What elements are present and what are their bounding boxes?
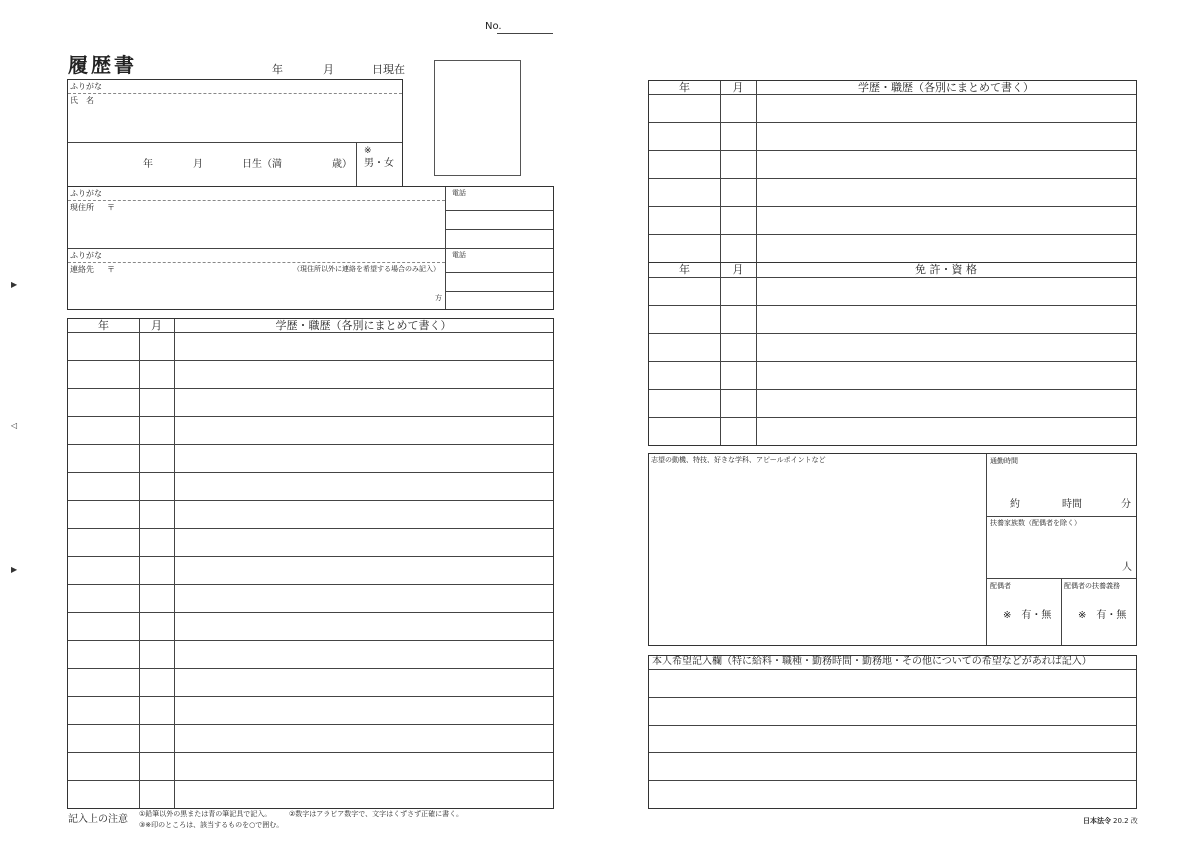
birth-day-label: 日生（満 [242,159,282,170]
motivation-label: 志望の動機、特技、好きな学科、アピールポイントなど [651,456,826,464]
date-year-label: 年 [272,63,283,76]
contact-phone-label: 電話 [452,251,466,259]
history-right-col-month: 月 [732,81,744,94]
commute-hours-label: 時間 [1062,499,1082,510]
licenses-row-line [649,417,1136,418]
licenses-header-divider [649,277,1136,278]
wishes-box [648,655,1137,809]
number-label: No. [485,21,502,32]
number-underline [497,33,553,34]
spouse-value[interactable]: ※ 有・無 [1003,610,1052,621]
binding-mark-top: ▶ [11,280,18,289]
licenses-col-month: 月 [732,263,744,276]
note-2: ②数字はアラビア数字で、文字はくずさず正確に書く。 [289,810,463,818]
address-contact-divider [68,248,553,249]
commute-divider [987,516,1136,517]
personal-info-box [67,79,403,187]
history-left-row-line [68,472,553,473]
licenses-table [648,262,1137,446]
note-1: ①鉛筆以外の黒または青の筆記具で記入。 [139,810,272,818]
licenses-row-line [649,361,1136,362]
history-left-row-line [68,556,553,557]
current-address-label: 現住所 [70,203,94,212]
publisher-brand: 日本法令 [1083,817,1111,825]
photo-box[interactable] [434,60,521,176]
date-as-of-label: 日現在 [372,63,405,76]
birth-year-label: 年 [143,159,153,170]
spouse-label: 配偶者 [990,582,1011,590]
commute-minutes-label: 分 [1121,499,1131,510]
gender-divider [356,142,357,186]
wishes-row-line [649,752,1136,753]
contact-note: （現住所以外に連絡を希望する場合のみ記入） [293,265,440,273]
furigana-divider [68,93,402,94]
birth-month-label: 月 [193,159,203,170]
history-right-col-year: 年 [679,81,690,94]
name-divider [68,142,402,143]
wishes-label: 本人希望記入欄（特に給料・職種・勤務時間・勤務地・その他についての希望などがあれば記入） [652,656,1092,667]
note-3: ③※印のところは、該当するものを○で囲む。 [139,821,284,829]
phone-label: 電話 [452,189,466,197]
postal-mark: 〒 [107,203,115,212]
history-table-right [648,80,1137,263]
age-suffix-label: 歳） [332,159,352,170]
address-furigana-label: ふりがな [70,189,102,198]
licenses-col-desc: 免 許・資 格 [915,263,977,276]
gender-label[interactable]: 男・女 [364,158,394,169]
history-left-row-line [68,696,553,697]
binding-mark-middle: ◁ [11,421,18,430]
binding-mark-bottom: ▶ [11,565,18,574]
contact-furigana-label: ふりがな [70,251,102,260]
contact-address-label: 連絡先 [70,265,94,274]
history-left-row-line [68,500,553,501]
phone-line-1 [446,210,553,211]
motivation-side-divider [986,454,987,645]
spouse-support-value[interactable]: ※ 有・無 [1078,610,1127,621]
history-left-row-line [68,640,553,641]
history-left-month-divider [174,319,175,808]
history-left-row-line [68,444,553,445]
licenses-row-line [649,333,1136,334]
history-left-col-desc: 学歴・職歴（各別にまとめて書く） [275,319,452,332]
history-left-row-line [68,528,553,529]
contact-phone-line-1 [446,272,553,273]
history-left-row-line [68,584,553,585]
name-label: 氏 名 [70,96,94,105]
history-left-row-line [68,388,553,389]
history-left-col-year: 年 [98,319,109,332]
history-right-row-line [649,122,1136,123]
history-left-row-line [68,752,553,753]
gender-mark: ※ [364,146,372,156]
history-table-left [67,318,554,809]
history-left-year-divider [139,319,140,808]
history-right-row-line [649,206,1136,207]
document-title: 履歴書 [68,53,137,77]
history-right-row-line [649,150,1136,151]
history-left-row-line [68,668,553,669]
wishes-row-line [649,780,1136,781]
spouse-support-label: 配偶者の扶養義務 [1064,582,1120,590]
history-left-row-line [68,360,553,361]
notes-title: 記入上の注意 [68,814,128,825]
contact-phone-line-2 [446,291,553,292]
form-version: 20.2 改 [1113,817,1138,825]
history-left-row-line [68,780,553,781]
commute-label: 通勤時間 [990,457,1018,465]
history-left-row-line [68,724,553,725]
motivation-input[interactable] [649,470,985,644]
contact-furigana-divider [68,262,445,263]
phone-line-2 [446,229,553,230]
wishes-header-divider [649,669,1136,670]
address-furigana-divider [68,200,445,201]
care-of-label: 方 [435,294,442,302]
dependents-unit: 人 [1122,562,1132,573]
dependents-label: 扶養家族数（配偶者を除く） [990,519,1081,527]
name-furigana-label: ふりがな [70,82,102,91]
history-left-col-month: 月 [151,319,162,332]
commute-approx: 約 [1010,499,1020,510]
history-left-row-line [68,416,553,417]
licenses-row-line [649,389,1136,390]
history-left-row-line [68,612,553,613]
history-right-col-desc: 学歴・職歴（各別にまとめて書く） [858,81,1034,94]
licenses-row-line [649,305,1136,306]
licenses-col-year: 年 [679,263,690,276]
date-month-label: 月 [323,63,334,76]
history-right-row-line [649,234,1136,235]
history-right-row-line [649,178,1136,179]
contact-postal-mark: 〒 [107,265,115,274]
wishes-row-line [649,697,1136,698]
wishes-row-line [649,725,1136,726]
spouse-divider [1061,579,1062,645]
